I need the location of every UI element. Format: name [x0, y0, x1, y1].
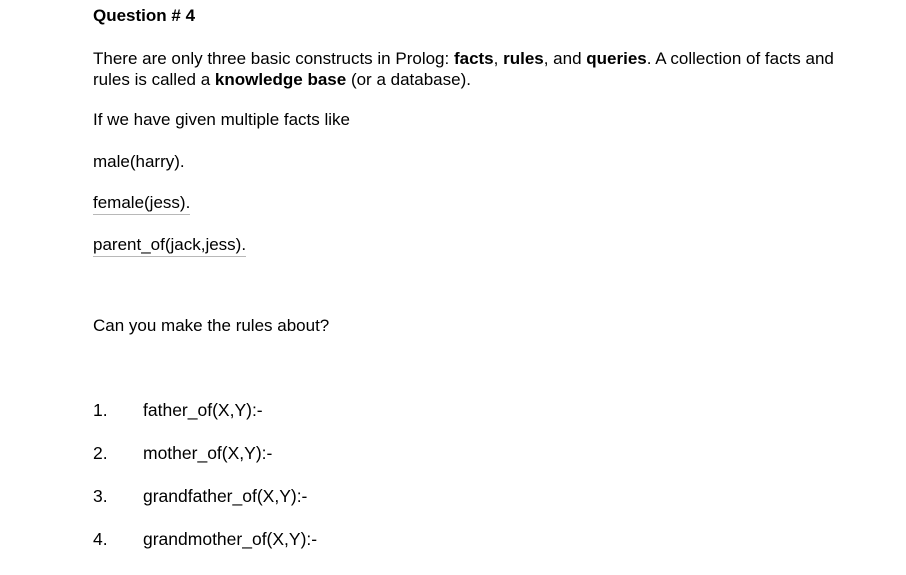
rule-text: mother_of(X,Y):- [143, 443, 273, 463]
rule-list-item [93, 443, 272, 464]
rules-question: Can you make the rules about? [93, 316, 330, 335]
rule-text: grandfather_of(X,Y):- [143, 486, 308, 506]
term-rules: rules [503, 49, 544, 68]
intro-paragraph [93, 48, 873, 90]
paragraph-text: (or a database). [346, 70, 471, 89]
question-heading: Question # 4 [93, 6, 196, 25]
paragraph-separator: , [493, 49, 504, 68]
term-queries: queries [586, 49, 647, 68]
rule-list-item [93, 529, 317, 550]
fact-line: female(jess). [93, 193, 190, 215]
rule-number: 3. [93, 486, 108, 506]
fact-line: male(harry). [93, 152, 185, 171]
rule-list-item [93, 486, 307, 507]
rule-list-item [93, 400, 263, 421]
paragraph-text: . A collection of facts and rules is called a [93, 49, 834, 89]
fact-line: parent_of(jack,jess). [93, 235, 246, 257]
rule-text: grandmother_of(X,Y):- [143, 529, 318, 549]
paragraph-text: There are only three basic constructs in Prolog: [93, 49, 454, 68]
rule-number: 2. [93, 443, 108, 463]
facts-intro: If we have given multiple facts like [93, 110, 351, 129]
rule-number: 4. [93, 529, 108, 549]
rule-text: father_of(X,Y):- [143, 400, 263, 420]
paragraph-separator: , and [543, 49, 587, 68]
term-knowledge-base: knowledge base [214, 70, 347, 89]
rule-number: 1. [93, 400, 108, 420]
term-facts: facts [453, 49, 494, 68]
